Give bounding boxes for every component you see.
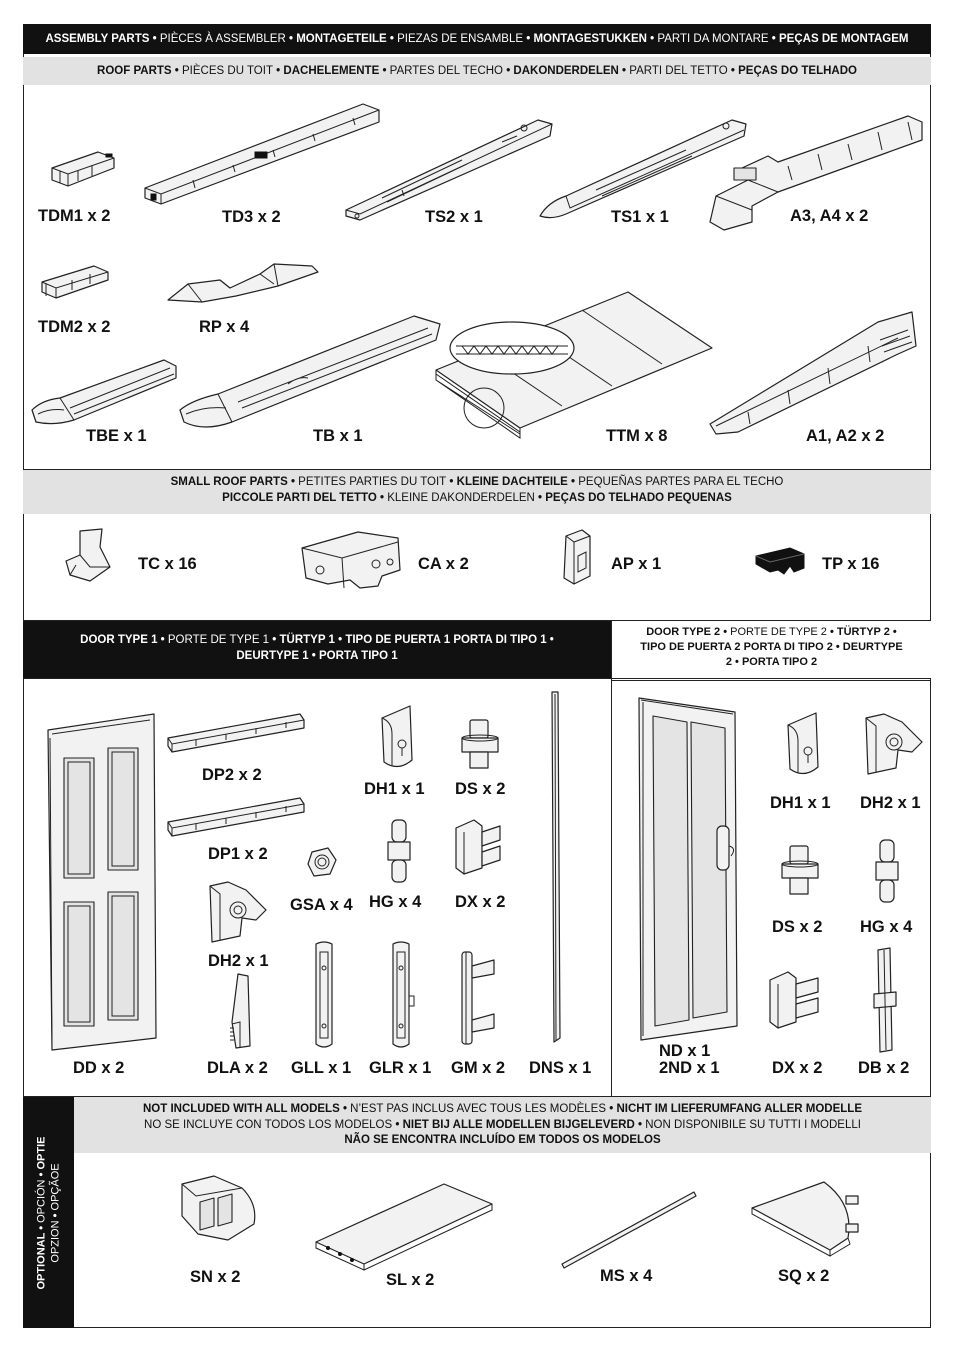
header-text-segment: N’EST PAS INCLUS AVEC TOUS LES MODÈLES <box>350 1103 607 1115</box>
header-text-segment: TIPO DE PUERTA 2 PORTA DI TIPO 2 <box>640 640 833 653</box>
header-text-segment: TÜRTYP 2 <box>836 626 890 638</box>
header-text-segment: • <box>49 1209 62 1220</box>
hg-type2-part-drawing <box>874 838 900 904</box>
header-text-segment: TÜRTYP 1 <box>279 634 335 646</box>
header-text-segment: PARTI DEL TETTO <box>629 65 728 77</box>
header-text-segment: DOOR TYPE 1 <box>80 634 158 646</box>
dx-type2-part-drawing <box>768 970 822 1032</box>
dd-door-drawing <box>46 712 160 1052</box>
small-roof-parts-header <box>23 470 931 514</box>
label-dh2-type2: DH2 x 1 <box>860 794 921 812</box>
header-text-segment: PORTE DE TYPE 2 <box>730 626 827 638</box>
label-dh1-type1: DH1 x 1 <box>364 780 425 798</box>
header-text-segment: • <box>287 476 299 488</box>
header-text-segment: PIÈCES DU TOIT <box>182 65 273 77</box>
header-text-segment: • <box>826 626 837 638</box>
header-text-segment: • <box>832 640 843 653</box>
label-dh1-type2: DH1 x 1 <box>770 794 831 812</box>
header-text-segment: • <box>731 655 742 668</box>
dh2-type2-part-drawing <box>862 712 926 776</box>
header-text-segment: • <box>308 649 320 662</box>
header-text-segment: DAKONDERDELEN <box>513 65 619 77</box>
dla-part-drawing <box>228 972 254 1052</box>
ds-type2-part-drawing <box>778 842 822 898</box>
divider-line <box>612 680 931 681</box>
door-type-2-line1 <box>612 625 931 640</box>
header-text-segment: • <box>720 626 731 638</box>
header-text-segment: • <box>376 491 388 504</box>
header-text-segment: OPCIÓN <box>35 1178 48 1223</box>
header-text-segment: PEÇAS DO TELHADO <box>738 65 857 77</box>
optional-line2 <box>74 1118 931 1134</box>
header-text-segment: PICCOLE PARTI DEL TETTO <box>222 491 377 504</box>
header-text-segment: • <box>727 65 739 77</box>
gsa-part-drawing <box>306 846 338 878</box>
label-tbe: TBE x 1 <box>86 427 147 445</box>
dx-part-drawing <box>454 818 504 876</box>
label-tdm2: TDM2 x 2 <box>38 318 111 336</box>
header-text-segment: • <box>567 476 579 488</box>
header-text-segment: • <box>157 634 168 646</box>
header-text-segment: • <box>523 33 534 45</box>
optional-header <box>74 1097 931 1153</box>
door-type-2-line2 <box>612 640 931 655</box>
header-text-segment: NICHT IM LIEFERUMFANG ALLER MODELLE <box>616 1103 862 1115</box>
optional-side-banner <box>23 1097 74 1328</box>
label-dla: DLA x 2 <box>207 1059 268 1077</box>
label-ds-type2: DS x 2 <box>772 918 823 936</box>
header-text-segment: • <box>606 1103 617 1115</box>
door-type-1-line1 <box>23 633 611 649</box>
sq-part-drawing <box>750 1178 866 1258</box>
sn-part-drawing <box>178 1174 260 1244</box>
a1a2-part-drawing <box>708 308 918 442</box>
door-type-2-header <box>612 621 931 678</box>
header-text-segment: PEÇAS DO TELHADO PEQUENAS <box>545 491 732 504</box>
label-ca: CA x 2 <box>418 555 469 573</box>
header-text-segment: DACHELEMENTE <box>283 65 380 77</box>
header-text-segment: TIPO DE PUERTA 1 PORTA DI TIPO 1 <box>345 634 547 646</box>
header-text-segment: NON DISPONIBILE SU TUTTI I MODELLI <box>645 1118 861 1131</box>
label-sq: SQ x 2 <box>778 1267 830 1285</box>
dp1-part-drawing <box>166 796 306 840</box>
dh1-part-drawing <box>378 704 416 774</box>
dh1-type2-part-drawing <box>784 711 822 781</box>
header-text-segment: • <box>285 33 297 45</box>
header-text-segment: KLEINE DACHTEILE <box>456 476 568 488</box>
header-text-segment: OPTIE <box>35 1136 48 1170</box>
header-text-segment: NO SE INCLUYE CON TODOS LOS MODELOS <box>144 1118 393 1131</box>
small-roof-parts-line1 <box>23 475 931 491</box>
roof-parts-header <box>23 57 931 85</box>
tdm1-part-drawing <box>48 146 118 192</box>
ms-part-drawing <box>560 1190 700 1270</box>
label-dd: DD x 2 <box>73 1059 125 1077</box>
header-text-segment: • <box>768 33 780 45</box>
divider-line <box>611 621 612 1096</box>
label-sn: SN x 2 <box>190 1268 241 1286</box>
label-tdm1: TDM1 x 2 <box>38 207 111 225</box>
header-text-segment: PARTES DEL TECHO <box>389 65 503 77</box>
label-ts1: TS1 x 1 <box>611 208 669 226</box>
label-a3a4: A3, A4 x 2 <box>790 207 869 225</box>
label-sl: SL x 2 <box>386 1271 435 1289</box>
label-dp2: DP2 x 2 <box>202 766 262 784</box>
header-text-segment: • <box>379 65 390 77</box>
label-nd: ND x 1 <box>659 1042 711 1060</box>
door-type-1-header <box>23 621 611 678</box>
label-rp: RP x 4 <box>199 318 250 336</box>
tp-part-drawing <box>754 546 806 578</box>
label-dns: DNS x 1 <box>529 1059 592 1077</box>
header-text-segment: SMALL ROOF PARTS <box>170 476 288 488</box>
dns-part-drawing <box>548 690 564 1044</box>
optional-line1 <box>74 1102 931 1118</box>
header-text-segment: PORTA TIPO 1 <box>319 649 398 662</box>
label-ap: AP x 1 <box>611 555 662 573</box>
header-text-segment: • <box>503 65 514 77</box>
label-tp: TP x 16 <box>822 555 880 573</box>
optional-side-line1 <box>34 1136 48 1289</box>
header-text-segment: • <box>446 476 457 488</box>
header-text-segment: KLEINE DAKONDERDELEN <box>387 491 535 504</box>
label-hg-type1: HG x 4 <box>369 893 422 911</box>
header-text-segment: ASSEMBLY PARTS <box>45 33 150 45</box>
ca-part-drawing <box>298 528 402 594</box>
header-text-segment: PIÈCES À ASSEMBLER <box>159 33 286 45</box>
label-gm: GM x 2 <box>451 1059 506 1077</box>
header-text-segment: • <box>149 33 160 45</box>
optional-side-line2 <box>49 1136 63 1289</box>
header-text-segment: • <box>646 33 658 45</box>
header-text-segment: PORTA TIPO 2 <box>741 655 818 668</box>
header-text-segment: • <box>269 634 280 646</box>
label-ds-type1: DS x 2 <box>455 780 506 798</box>
divider-line <box>23 678 931 679</box>
assembly-parts-header <box>23 24 931 54</box>
header-text-segment: • <box>634 1118 646 1131</box>
label-dx-type2: DX x 2 <box>772 1059 823 1077</box>
ttm-part-drawing <box>432 288 714 434</box>
nd-door-drawing <box>637 696 743 1042</box>
door-type-1-line2 <box>23 649 611 665</box>
gll-part-drawing <box>313 940 335 1050</box>
small-roof-parts-line2 <box>23 491 931 507</box>
label-dx-type1: DX x 2 <box>455 893 506 911</box>
label-gll: GLL x 1 <box>291 1059 352 1077</box>
label-td3: TD3 x 2 <box>222 208 281 226</box>
tdm2-part-drawing <box>38 262 112 304</box>
label-hg-type2: HG x 4 <box>860 918 913 936</box>
header-text-segment: PARTI DA MONTARE <box>657 33 769 45</box>
header-text-segment: • <box>534 491 546 504</box>
dh2-part-drawing <box>206 880 270 944</box>
header-text-segment: • <box>889 626 897 638</box>
header-text-segment: PEÇAS DE MONTAGEM <box>779 33 909 45</box>
header-text-segment: NOT INCLUDED WITH ALL MODELS <box>142 1103 340 1115</box>
header-text-segment: PIEZAS DE ENSAMBLE <box>397 33 524 45</box>
ap-part-drawing <box>560 528 594 586</box>
label-2nd: 2ND x 1 <box>659 1059 720 1077</box>
header-text-segment: • <box>35 1169 48 1179</box>
label-dp1: DP1 x 2 <box>208 845 268 863</box>
header-text-segment: • <box>272 65 284 77</box>
header-text-segment: DEURTYPE 1 <box>236 649 309 662</box>
header-text-segment: MONTAGETEILE <box>296 33 387 45</box>
label-ms: MS x 4 <box>600 1267 653 1285</box>
header-text-segment: • <box>339 1103 351 1115</box>
label-tb: TB x 1 <box>313 427 363 445</box>
rp-part-drawing <box>166 262 322 306</box>
header-text-segment: • <box>392 1118 403 1131</box>
header-text-segment: • <box>546 634 554 646</box>
header-text-segment: MONTAGESTUKKEN <box>533 33 647 45</box>
tc-part-drawing <box>62 527 114 585</box>
label-tc: TC x 16 <box>138 555 197 573</box>
label-glr: GLR x 1 <box>369 1059 432 1077</box>
header-text-segment: NÃO SE ENCONTRA INCLUÍDO EM TODOS OS MODELOS <box>344 1134 661 1147</box>
door-type-2-line3 <box>612 655 931 670</box>
header-text-segment: • <box>386 33 398 45</box>
tbe-part-drawing <box>30 356 178 430</box>
label-ttm: TTM x 8 <box>606 427 668 445</box>
header-text-segment: 2 <box>725 655 732 668</box>
header-text-segment: • <box>334 634 346 646</box>
tb-part-drawing <box>178 310 444 434</box>
header-text-segment: • <box>171 65 183 77</box>
db-part-drawing <box>870 946 900 1054</box>
label-a1a2: A1, A2 x 2 <box>806 427 885 445</box>
sl-part-drawing <box>314 1182 494 1272</box>
label-dh2-type1: DH2 x 1 <box>208 952 269 970</box>
gm-part-drawing <box>454 948 500 1048</box>
header-text-segment: OPÇÃOE <box>49 1162 62 1210</box>
ds-part-drawing <box>458 716 502 772</box>
header-text-segment: ROOF PARTS <box>97 65 172 77</box>
header-text-segment: DOOR TYPE 2 <box>646 626 721 638</box>
header-text-segment: NIET BIJ ALLE MODELLEN BIJGELEVERD <box>402 1118 635 1131</box>
header-text-segment: DEURTYPE <box>842 640 903 653</box>
hg-part-drawing <box>386 818 412 884</box>
glr-part-drawing <box>390 940 416 1050</box>
dp2-part-drawing <box>166 712 306 756</box>
a3a4-part-drawing <box>708 110 924 232</box>
header-text-segment: • <box>35 1222 48 1233</box>
header-text-segment: OPZION <box>49 1219 62 1263</box>
header-text-segment: • <box>618 65 630 77</box>
label-gsa: GSA x 4 <box>290 896 353 914</box>
header-text-segment: PEQUEÑAS PARTES PARA EL TECHO <box>578 476 784 488</box>
optional-line3 <box>74 1133 931 1149</box>
header-text-segment: PORTE DE TYPE 1 <box>167 634 270 646</box>
header-text-segment: OPTIONAL <box>35 1232 48 1289</box>
label-ts2: TS2 x 1 <box>425 208 483 226</box>
label-db: DB x 2 <box>858 1059 910 1077</box>
header-text-segment: PETITES PARTIES DU TOIT <box>298 476 447 488</box>
ts2-part-drawing <box>342 112 557 222</box>
